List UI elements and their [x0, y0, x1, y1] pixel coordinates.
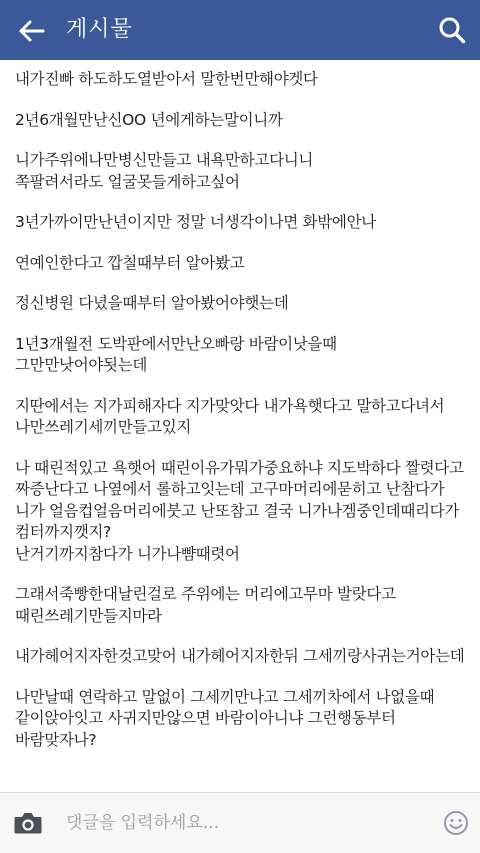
comment-bar	[0, 792, 480, 853]
post-paragraph: 1년3개월전 도박판에서만난오빠랑 바람이낫을때 그만만낫어야됫는데	[15, 334, 337, 374]
post-paragraph: 니가주위에나만병신만들고 내욕만하고다니니 쪽팔려서라도 얼굴못들게하고싶어	[15, 151, 314, 191]
back-arrow-icon	[19, 20, 45, 42]
smiley-icon	[443, 810, 469, 836]
post-paragraph: 그래서죽빵한대날린걸로 주위에는 머리에고무마 발랏다고 때린쓰레기만들지마라	[15, 585, 396, 625]
post-paragraph: 나 때린적있고 욕햇어 때린이유가뭐가중요하냐 지도박하다 짤렷다고 짜증난다고 나옆에서 롤하고잇는데 고구마머리에묻히고 난참다가 니가 얼음컵얼음머리에붓고 난또참고 결국 니가나겜중인데때리다가 컴터까지깻지? 난거기까지참다가 니가나뺨때렷어	[15, 458, 464, 563]
post-paragraph: 내가진빠 하도하도열받아서 말한번만해야겟다	[15, 70, 318, 88]
page-title: 게시물	[66, 17, 133, 42]
search-icon	[438, 16, 466, 44]
post-paragraph: 정신병원 다녔을때부터 알아봤어야햇는데	[15, 294, 289, 312]
comment-input[interactable]	[60, 805, 442, 841]
camera-icon	[13, 810, 43, 836]
post-body	[0, 60, 480, 792]
post-paragraph: 연예인한다고 깝칠때부터 알아봤고	[15, 253, 245, 272]
post-paragraph: 2년6개월만난신OO 년에게하는말이니까	[15, 110, 283, 129]
top-app-bar	[0, 0, 480, 60]
back-button[interactable]	[14, 13, 50, 49]
search-button[interactable]	[434, 12, 470, 48]
post-paragraph: 내가헤어지자한것고맞어 내가헤어지자한뒤 그세끼랑사귀는거아는데	[15, 647, 465, 665]
post-paragraph: 3년가까이만난년이지만 정말 너생각이나면 화밖에안나	[15, 213, 376, 231]
post-paragraph: 나만날때 연락하고 말없이 그세끼만나고 그세끼차에서 나없을때 같이앉아잇고 사귀지만않으면 바람이아니냐 그런행동부터 바람맞자나?	[15, 687, 435, 749]
camera-button[interactable]	[10, 807, 46, 839]
post-paragraph: 지딴에서는 지가피해자다 지가맞앗다 내가욕햇다고 말하고다녀서 나만쓰레기세끼만들고있지	[15, 396, 445, 436]
emoji-button[interactable]	[440, 807, 472, 839]
